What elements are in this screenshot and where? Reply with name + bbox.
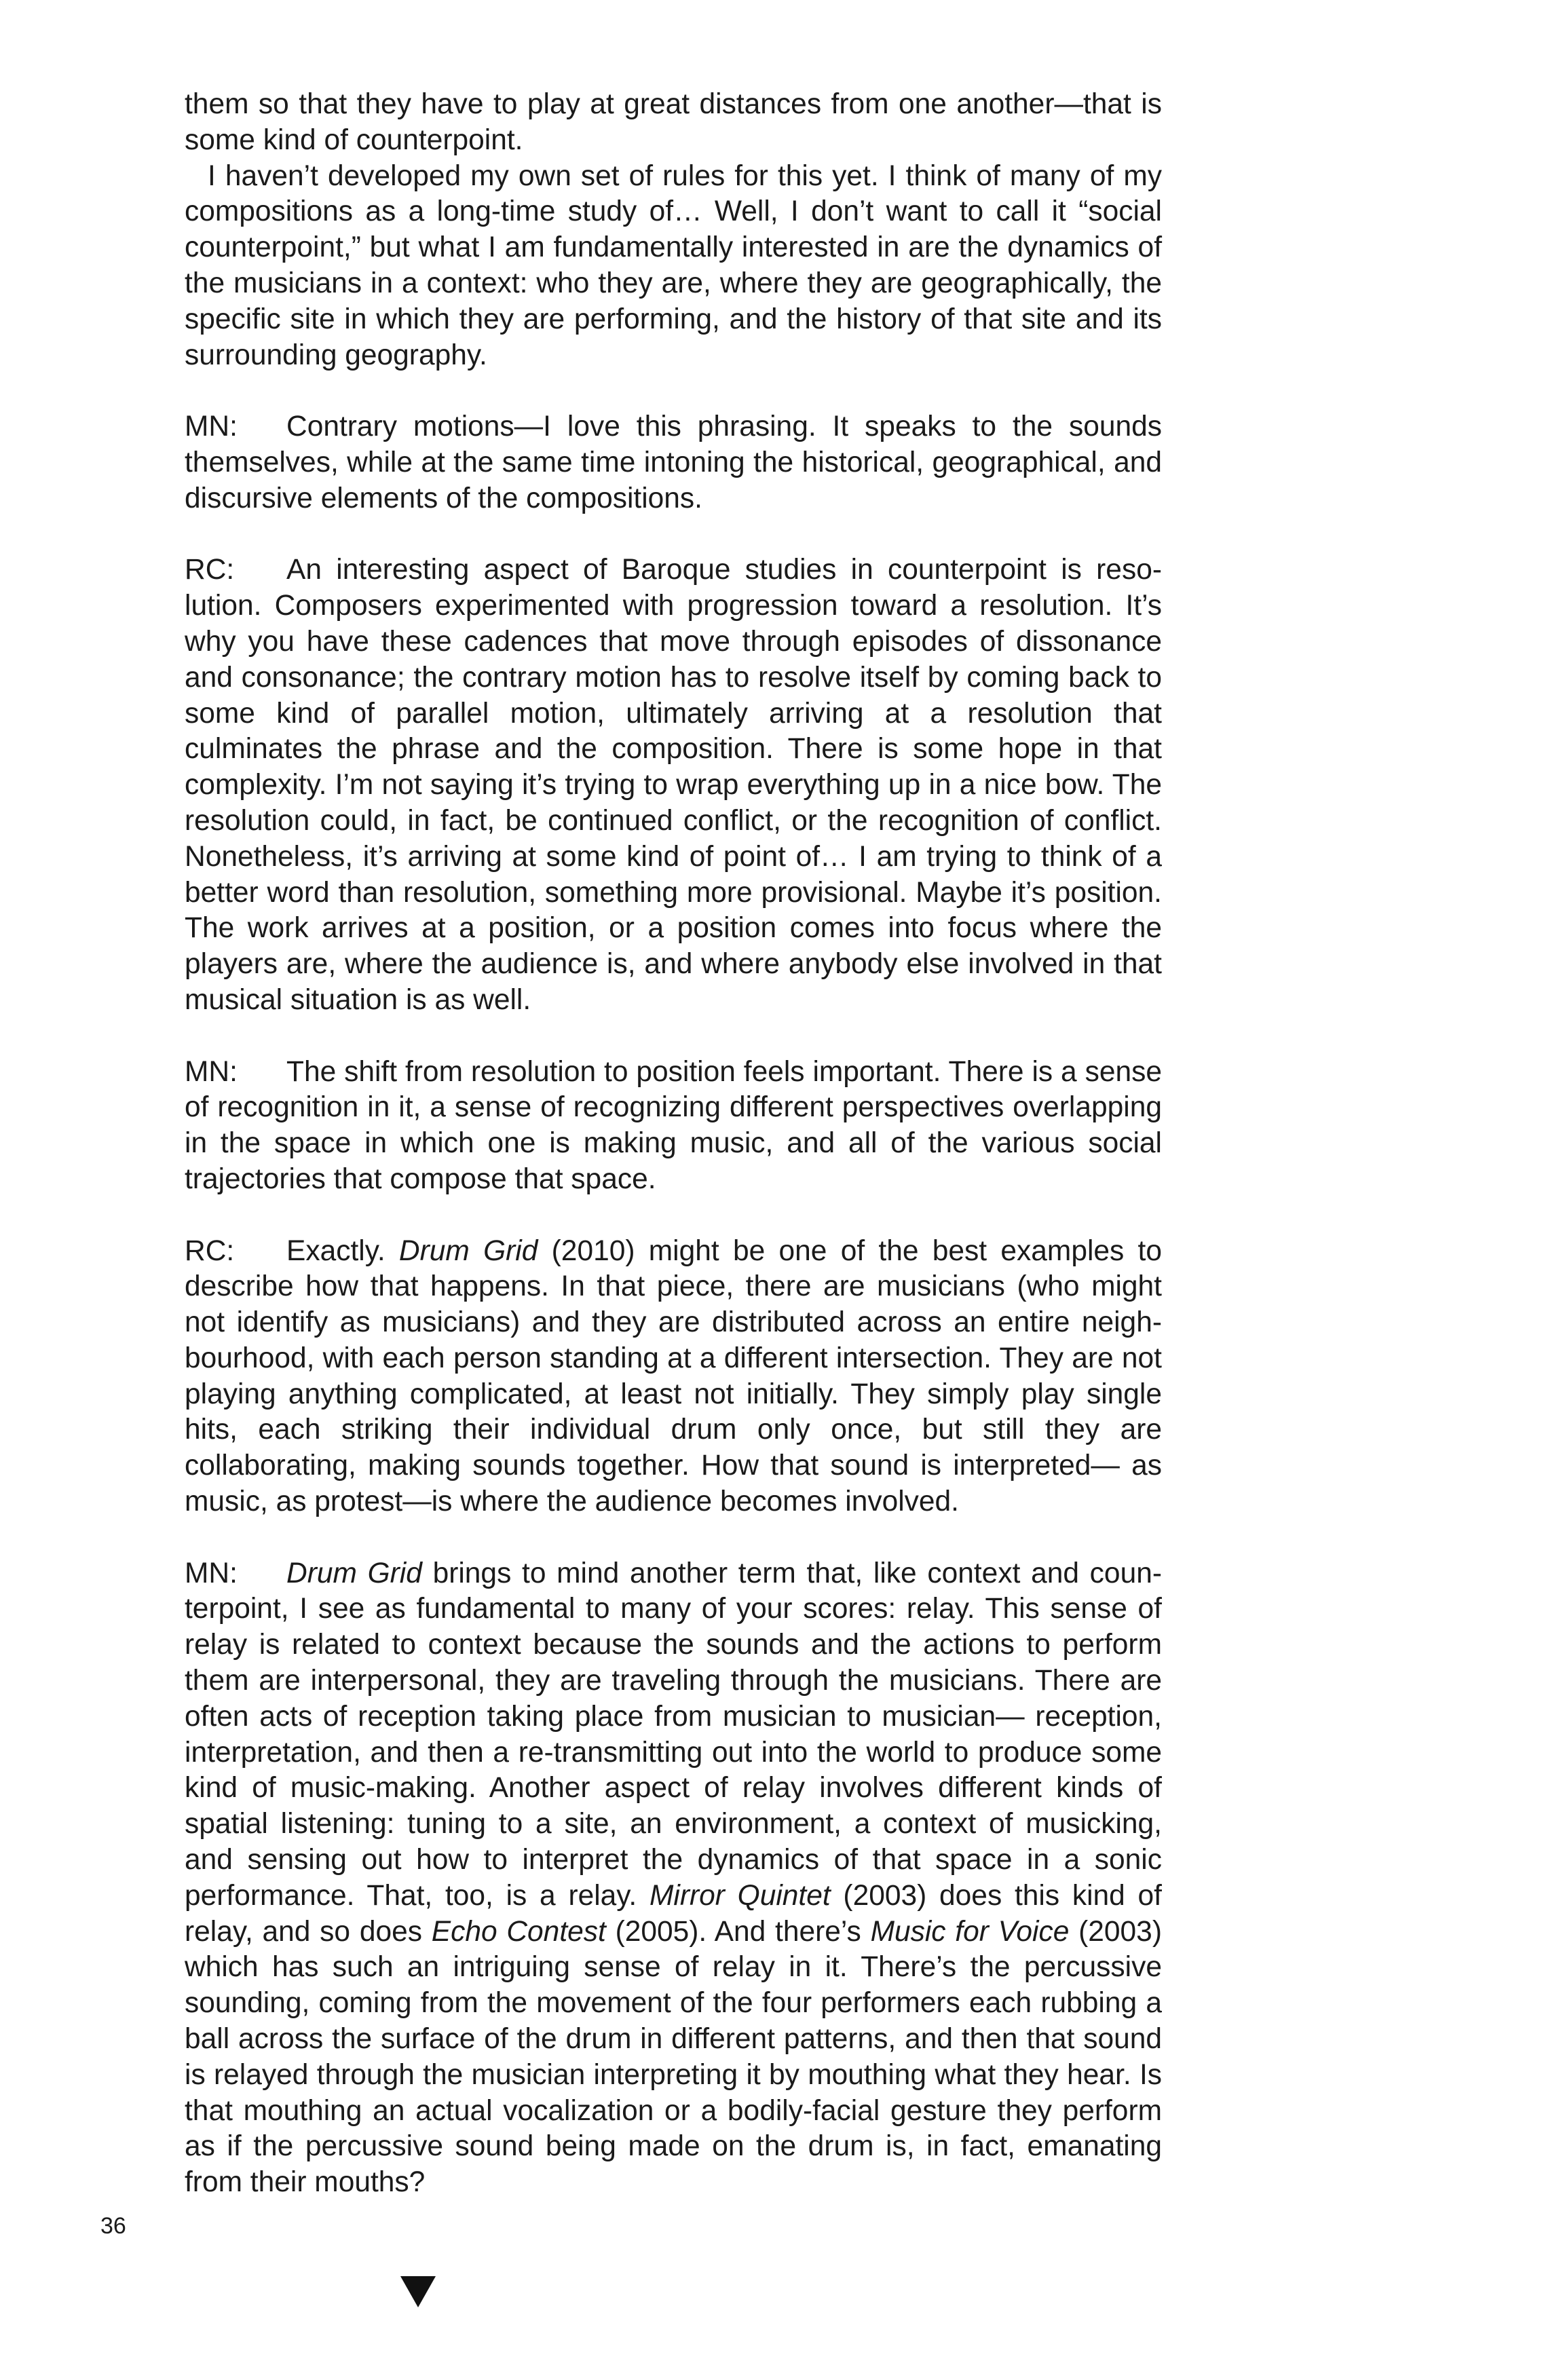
exchange-text: Contrary motions—I love this phrasing. It speaks to the sounds themselves, while at the same time intoning the historical, geographical, and discursive elements of the compositions. bbox=[185, 411, 1162, 514]
speaker-label: RC: bbox=[185, 554, 235, 586]
paragraph-continuation: them so that they have to play at great distances from one another—that is some kind of counterpoint. bbox=[185, 88, 1162, 156]
exchange-text: (2010) might be one of the best examples to describe how that happens. In that piece, there are musicians (who might not identify as musicians) and they are distributed across an entire neighbourhood, with each person standing at a different intersection. They are not playing anything complicated, at least not initially. They simply play single hits, each striking their individual drum only once, but still they are collaborating, making sounds together. How that sound is interpreted— as music, as protest—is where the audience becomes involved. bbox=[185, 1234, 1163, 1518]
speaker-label: MN: bbox=[185, 411, 238, 443]
down-triangle-icon bbox=[400, 2276, 436, 2307]
exchange-rc-drum-grid bbox=[185, 1234, 1162, 1520]
exchange-mn-position bbox=[185, 1055, 1162, 1198]
exchange-text: The shift from resolution to position feels important. There is a sense of recognition in it, a sense of recognizing different perspectives overlapping in the space in which one is making music, and all of the various social trajectories that compose that space. bbox=[185, 1055, 1162, 1195]
paragraph-social-counterpoint: I haven’t developed my own set of rules for this yet. I think of many of my compositions as a long-time study of… Well, I don’t want to call it “social counterpoint,” but what I am fundamentally interested in are the dynamics of the musicians in a context: who they are, where they are geographically, the specific site in which they are performing, and the history of that site and its surrounding geography. bbox=[185, 159, 1162, 371]
exchange-mn-contrary-motions bbox=[185, 409, 1162, 516]
page-number: 36 bbox=[100, 2213, 126, 2239]
speaker-label: RC: bbox=[185, 1234, 235, 1267]
speaker-label: MN: bbox=[185, 1557, 238, 1589]
work-title: Music for Voice bbox=[870, 1915, 1070, 1948]
exchange-text: An interesting aspect of Baroque studies in counterpoint is resolution. Composers experimented with progression toward a resolution. It’s why you have these cadences that move through episodes of dissonance and consonance; the contrary motion has to resolve itself by coming back to some kind of parallel motion, ultimately arriving at a resolution that culminates the phrase and the composition. There is some hope in that complexity. I’m not saying it’s trying to wrap everything up in a nice bow. The resolution could, in fact, be continued conflict, or the recognition of conflict. Nonetheless, it’s arriving at some kind of point of… I am trying to think of a better word than resolution, something more provisional. Maybe it’s position. The work arrives at a position, or a position comes into focus where the players are, where the audience is, and where anybody else involved in that musical situation is as well. bbox=[185, 554, 1162, 1016]
text-column bbox=[185, 87, 1162, 2201]
exchange-text: brings to mind another term that, like context and counterpoint, I see as fundamental to many of your scores: relay. This sense of relay is related to context because the sounds and the actions to perform them are interpersonal, they are traveling through the musicians. There are often acts of reception taking place from musician to musician— reception, interpretation, and then a re-transmitting out into the world to produce some kind of music-making. Another aspect of relay involves different kinds of spatial listening: tuning to a site, an environment, a context of musicking, and sensing out how to interpret the dynamics of that space in a sonic performance. That, too, is a relay. bbox=[185, 1557, 1162, 1912]
exchange-rc-resolution bbox=[185, 552, 1162, 1018]
work-title: Echo Contest bbox=[431, 1915, 606, 1948]
exchange-mn-relay bbox=[185, 1556, 1162, 2201]
exchange-text: (2003) does this kind of relay, and so does bbox=[185, 1879, 1162, 1948]
exchange-text: (2003) which has such an intriguing sense of relay in it. There’s the percussive sounding, coming from the movement of the four performers each rubbing a ball across the surface of the drum in different patterns, and then that sound is relayed through the musician interpreting it by mouthing what they hear. Is that mouthing an actual vocalization or a bodily-facial gesture they perform as if the percussive sound being made on the drum is, in fact, emanating from their mouths? bbox=[185, 1915, 1162, 2199]
work-title: Mirror Quintet bbox=[649, 1879, 831, 1912]
exchange-text: (2005). And there’s bbox=[605, 1915, 871, 1948]
exchange-text: Exactly. bbox=[286, 1234, 399, 1267]
work-title: Drum Grid bbox=[286, 1557, 422, 1589]
speaker-label: MN: bbox=[185, 1055, 238, 1088]
work-title: Drum Grid bbox=[398, 1234, 538, 1267]
